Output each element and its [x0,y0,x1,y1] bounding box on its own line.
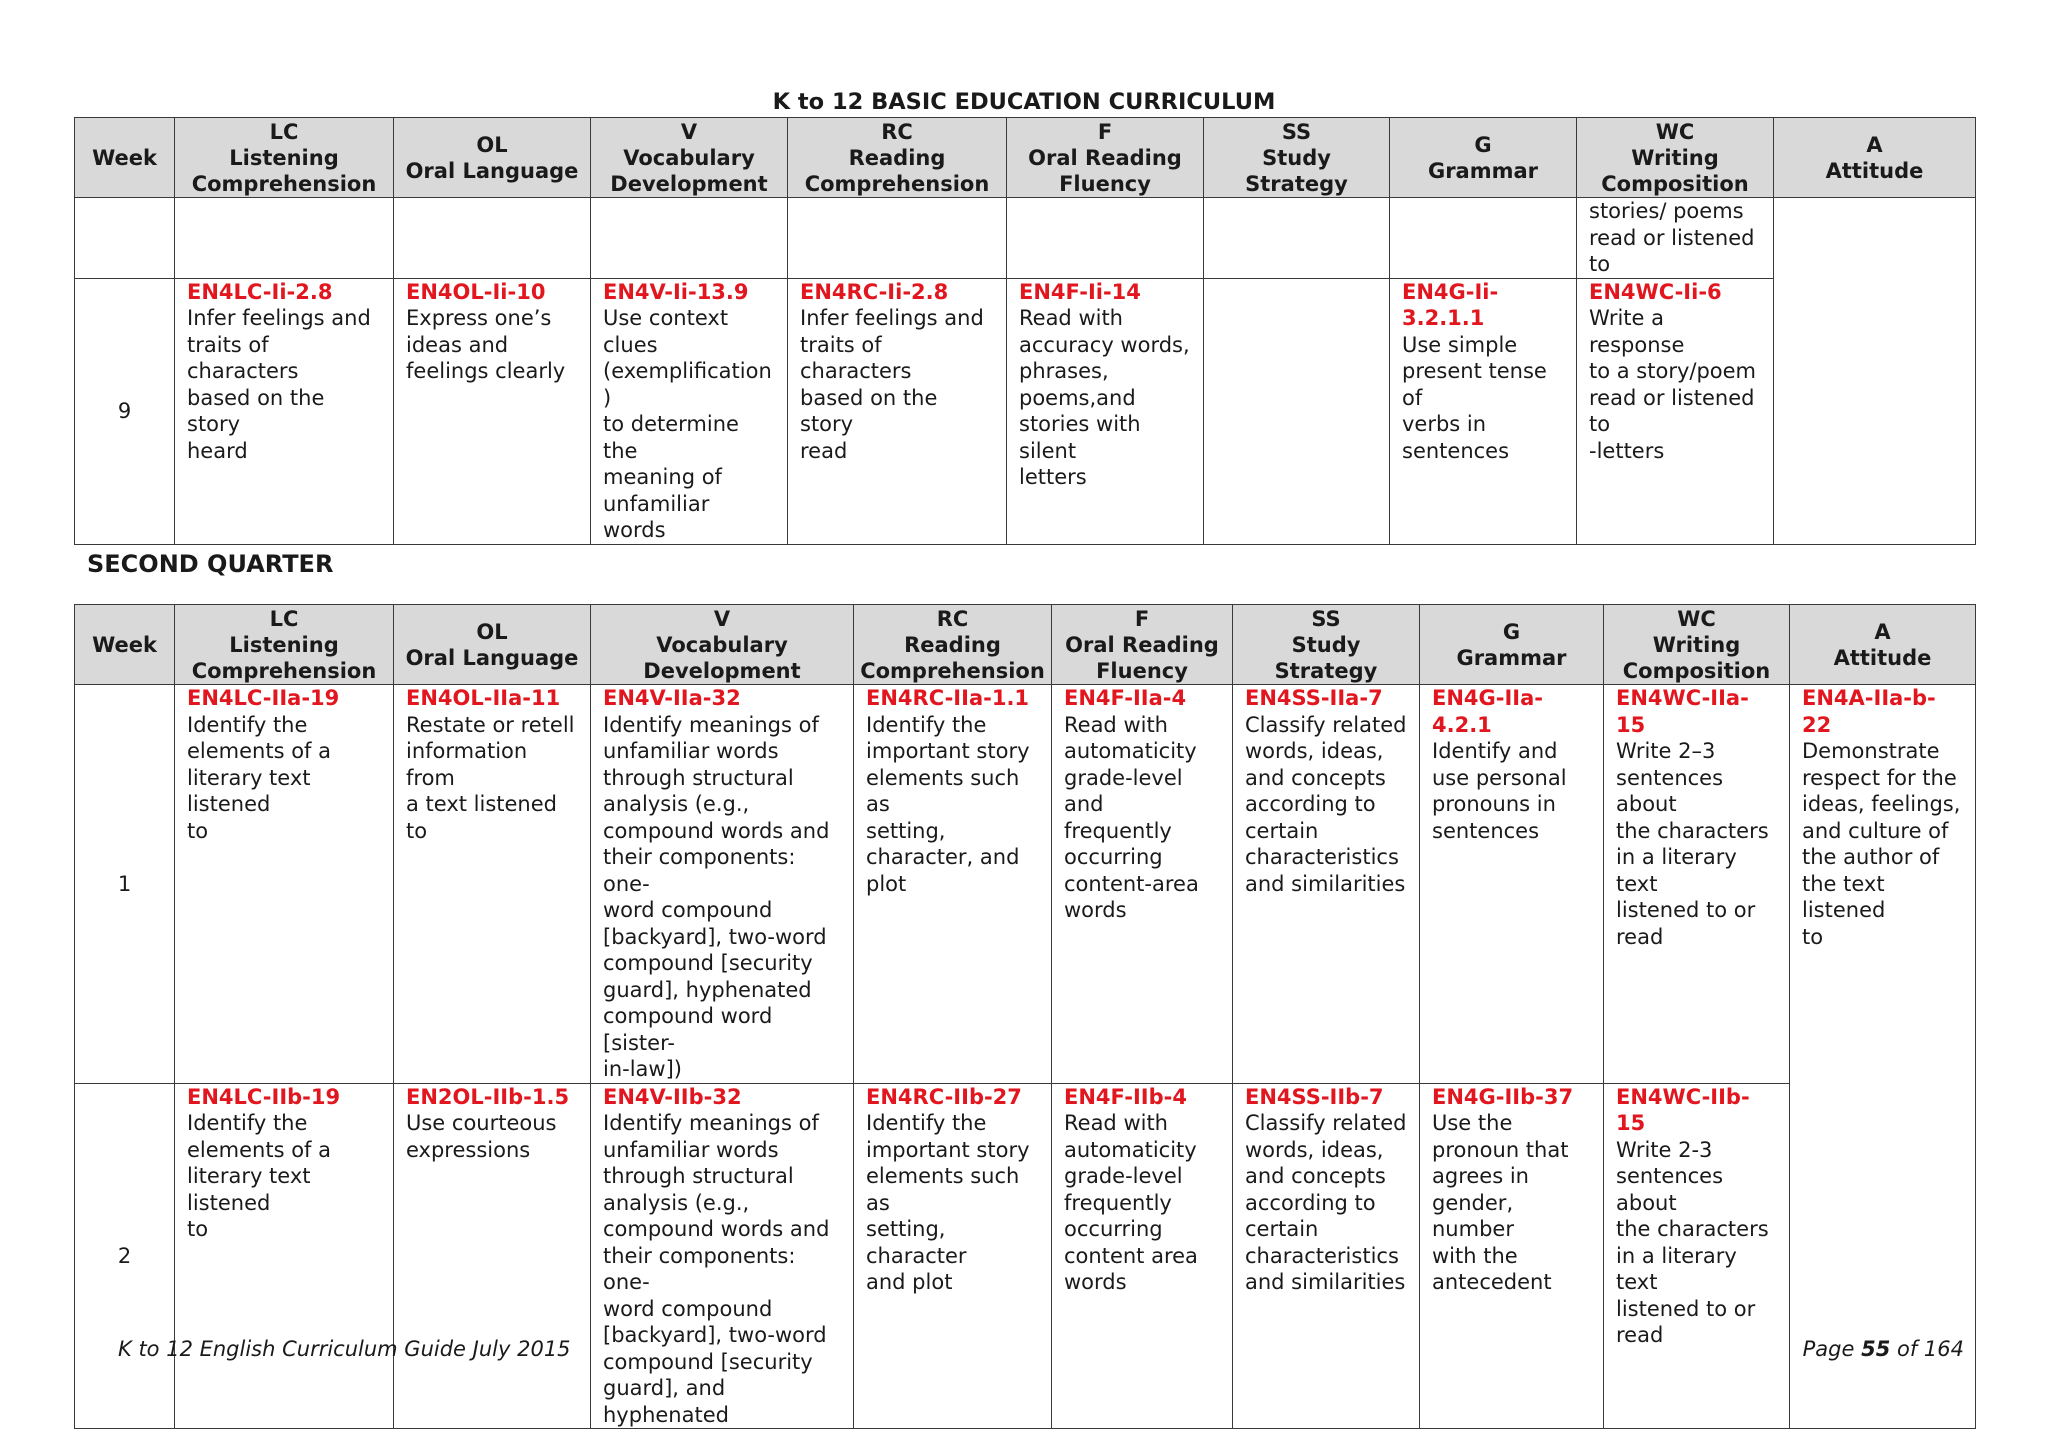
cell-description: Demonstrate respect for the ideas, feelings, and culture of the author of the text listened to [1802,739,1961,949]
table-cell [1577,198,1774,279]
table-row [75,278,1976,544]
table-cell [1604,685,1790,1084]
table-cell [175,278,394,544]
table-row [75,685,1976,1084]
header-ol: OL Oral Language [394,605,591,685]
header-wc: WC Writing Composition [1604,605,1790,685]
table-cell [591,1083,854,1429]
header-week: Week [75,605,175,685]
table-cell [1420,1083,1604,1429]
table-cell [1774,198,1976,545]
week-number: 9 [75,278,175,544]
table-cell [1007,198,1204,279]
header-rc: RC Reading Comprehension [788,118,1007,198]
page-suffix: of 164 [1890,1337,1964,1361]
competency-code: EN4G-IIa- 4.2.1 [1432,686,1543,737]
competency-code: EN4RC-IIb-27 [866,1084,1022,1109]
cell-description: Write 2–3 sentences about the characters in a literary text listened to or read [1616,739,1769,949]
table-header-row [75,118,1976,198]
curriculum-table-first-quarter [74,117,1976,545]
table-cell [854,685,1052,1084]
cell-description: Identify meanings of unfamiliar words through structural analysis (e.g., compound words and their components: one- word compound [backyard], two-word compound [security guard], hyphenated compound word [sister- in-law]) [603,712,830,1081]
table-cell [1204,198,1390,279]
header-g: G Grammar [1390,118,1577,198]
competency-code: EN4SS-IIb-7 [1245,1084,1384,1109]
competency-code: EN4LC-IIb-19 [187,1084,341,1109]
table-cell [175,1083,394,1429]
competency-code: EN4A-IIa-b- 22 [1802,686,1936,737]
table-row [75,198,1976,279]
competency-code: EN4WC-IIa- 15 [1616,686,1749,737]
cell-description: Use the pronoun that agrees in gender, number with the antecedent [1432,1111,1569,1294]
header-a: A Attitude [1790,605,1976,685]
competency-code: EN4F-IIb-4 [1064,1084,1187,1109]
week-number: 2 [75,1083,175,1429]
table-cell [394,198,591,279]
competency-code: EN4LC-IIa-19 [187,686,340,710]
cell-description: Use courteous expressions [406,1111,557,1162]
table-cell [1052,685,1233,1084]
competency-code: EN4F-IIa-4 [1064,686,1187,710]
table-cell [788,278,1007,544]
competency-code: EN2OL-IIb-1.5 [406,1084,570,1109]
cell-description: Read with automaticity grade-level frequently occurring content area words [1064,1111,1198,1294]
section-heading: SECOND QUARTER [87,550,334,578]
competency-code: EN4G-IIb-37 [1432,1084,1574,1109]
header-f: F Oral Reading Fluency [1007,118,1204,198]
table-cell [1204,278,1390,544]
table-cell [854,1083,1052,1429]
cell-description: Use context clues (exemplification) to determine the meaning of unfamiliar words [603,306,772,542]
cell-description: Identify the important story elements such as setting, character, and plot [866,712,1030,896]
competency-code: EN4V-Ii-13.9 [603,279,749,304]
header-ss: SS Study Strategy [1233,605,1420,685]
competency-code: EN4OL-Ii-10 [406,279,546,304]
competency-code: EN4LC-Ii-2.8 [187,279,333,304]
competency-code: EN4WC-IIb- 15 [1616,1084,1750,1135]
table-cell [1790,685,1976,1429]
cell-description: Classify related words, ideas, and concepts according to certain characteristics and similarities [1245,1111,1407,1294]
cell-description: Identify and use personal pronouns in sentences [1432,739,1567,843]
cell-description: Classify related words, ideas, and concepts according to certain characteristics and similarities [1245,712,1407,896]
table-cell [75,198,175,279]
document-title: K to 12 BASIC EDUCATION CURRICULUM [772,89,1276,115]
cell-description: Use simple present tense of verbs in sentences [1402,332,1547,463]
competency-code: EN4WC-Ii-6 [1589,279,1722,304]
competency-code: EN4RC-Ii-2.8 [800,279,949,304]
table-cell [1390,278,1577,544]
cell-description: Read with automaticity grade-level and frequently occurring content-area words [1064,712,1199,922]
competency-code: EN4RC-IIa-1.1 [866,686,1030,710]
current-page: 55 [1861,1337,1891,1361]
table-cell [1577,278,1774,544]
competency-code: EN4V-IIa-32 [603,686,741,710]
header-ss: SS Study Strategy [1204,118,1390,198]
competency-code: EN4V-IIb-32 [603,1084,742,1109]
cell-description: Write a response to a story/poem read or listened to -letters [1589,306,1757,463]
table-header-row [75,605,1976,685]
table-cell [1233,1083,1420,1429]
table-cell [1390,198,1577,279]
week-number: 1 [75,685,175,1084]
cell-description: Identify the important story elements such as setting, character and plot [866,1111,1030,1294]
table-cell [1007,278,1204,544]
header-a: A Attitude [1774,118,1976,198]
footer-guide-title: K to 12 English Curriculum Guide July 2015 [118,1337,571,1361]
header-lc: LC Listening Comprehension [175,118,394,198]
header-wc: WC Writing Composition [1577,118,1774,198]
cell-description: Restate or retell information from a text listened to [406,712,575,843]
curriculum-table-second-quarter [74,604,1976,1429]
cell-description: Read with accuracy words, phrases, poems,and stories with silent letters [1019,306,1190,489]
table-cell [788,198,1007,279]
competency-code: EN4G-Ii- 3.2.1.1 [1402,279,1499,330]
table-row [75,1083,1976,1429]
footer-page-number [1803,1336,1964,1362]
cell-description: stories/ poems read or listened to [1589,199,1755,276]
table-cell [1052,1083,1233,1429]
header-week: Week [75,118,175,198]
table-cell [1233,685,1420,1084]
table-cell [175,685,394,1084]
header-v: V Vocabulary Development [591,118,788,198]
table-cell [175,198,394,279]
page-prefix: Page [1802,1337,1862,1361]
competency-code: EN4SS-IIa-7 [1245,686,1383,710]
header-ol: OL Oral Language [394,118,591,198]
header-f: F Oral Reading Fluency [1052,605,1233,685]
cell-description: Express one’s ideas and feelings clearly [406,306,566,383]
header-lc: LC Listening Comprehension [175,605,394,685]
header-g: G Grammar [1420,605,1604,685]
cell-description: Write 2-3 sentences about the characters in a literary text listened to or read [1616,1137,1769,1347]
table-cell [394,1083,591,1429]
cell-description: Identify the elements of a literary text listened to [187,1111,331,1241]
cell-description: Infer feelings and traits of characters based on the story heard [187,306,371,463]
cell-description: Identify meanings of unfamiliar words through structural analysis (e.g., compound words and their components: one- word compound [backyard], two-word compound [security guard], and hyphenated [603,1111,830,1427]
table-cell [394,278,591,544]
competency-code: EN4OL-IIa-11 [406,686,561,710]
competency-code: EN4F-Ii-14 [1019,279,1141,304]
table-cell [394,685,591,1084]
cell-description: Identify the elements of a literary text listened to [187,712,331,843]
cell-description: Infer feelings and traits of characters based on the story read [800,306,984,463]
table-cell [591,685,854,1084]
table-cell [591,278,788,544]
table-cell [591,198,788,279]
header-v: V Vocabulary Development [591,605,854,685]
table-cell [1420,685,1604,1084]
table-cell [1604,1083,1790,1429]
header-rc: RC Reading Comprehension [854,605,1052,685]
